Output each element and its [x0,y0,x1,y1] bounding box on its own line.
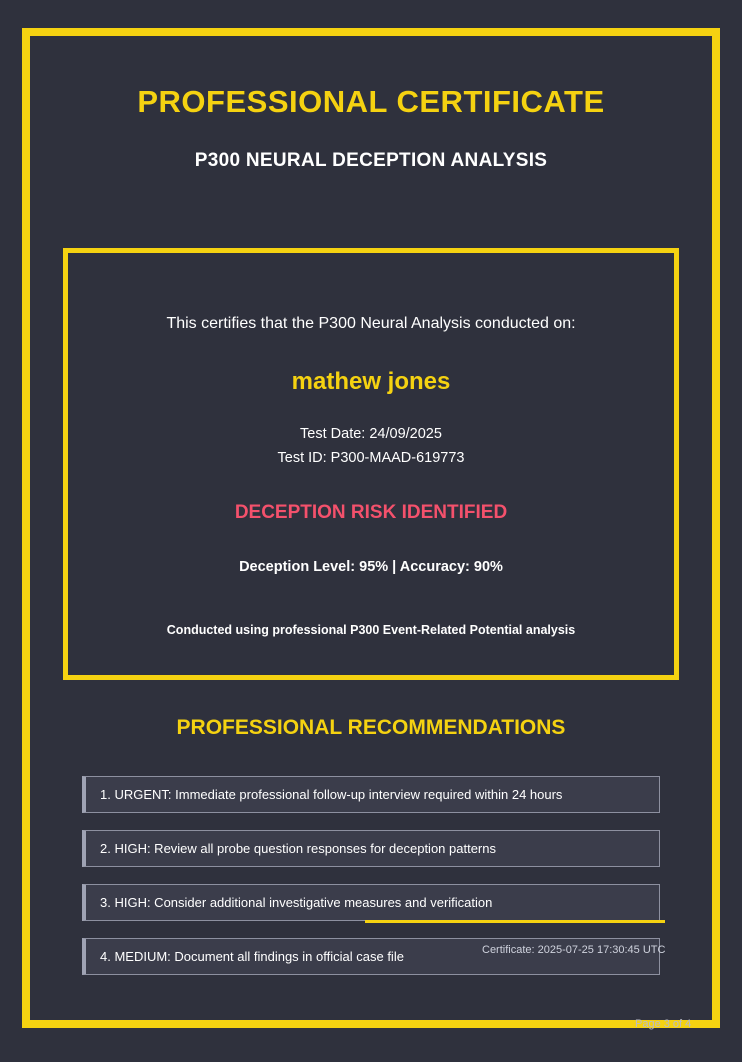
test-id: Test ID: P300-MAAD-619773 [277,450,465,466]
certification-panel [63,248,679,680]
list-item: 3. HIGH: Consider additional investigative measures and verification [82,884,660,921]
accent-divider [365,920,665,923]
deception-levels: Deception Level: 95% | Accuracy: 90% [239,559,503,575]
certifies-line: This certifies that the P300 Neural Analysis conducted on: [166,315,576,332]
certificate-content [30,36,712,1030]
list-item: 4. MEDIUM: Document all findings in official case file [82,938,660,975]
certificate-timestamp: Certificate: 2025-07-25 17:30:45 UTC [482,944,666,956]
page-number: Page 3 of 4 [635,1018,692,1030]
page-title: PROFESSIONAL CERTIFICATE [137,84,605,119]
status-badge: DECEPTION RISK IDENTIFIED [234,502,508,523]
recommendations-title: PROFESSIONAL RECOMMENDATIONS [176,716,566,739]
page-subtitle: P300 NEURAL DECEPTION ANALYSIS [194,150,548,171]
recommendations-list [82,776,660,992]
test-date: Test Date: 24/09/2025 [300,426,442,442]
subject-name: mathew jones [291,368,451,395]
list-item: 1. URGENT: Immediate professional follow-up interview required within 24 hours [82,776,660,813]
method-note: Conducted using professional P300 Event-Related Potential analysis [166,623,576,637]
list-item: 2. HIGH: Review all probe question responses for deception patterns [82,830,660,867]
